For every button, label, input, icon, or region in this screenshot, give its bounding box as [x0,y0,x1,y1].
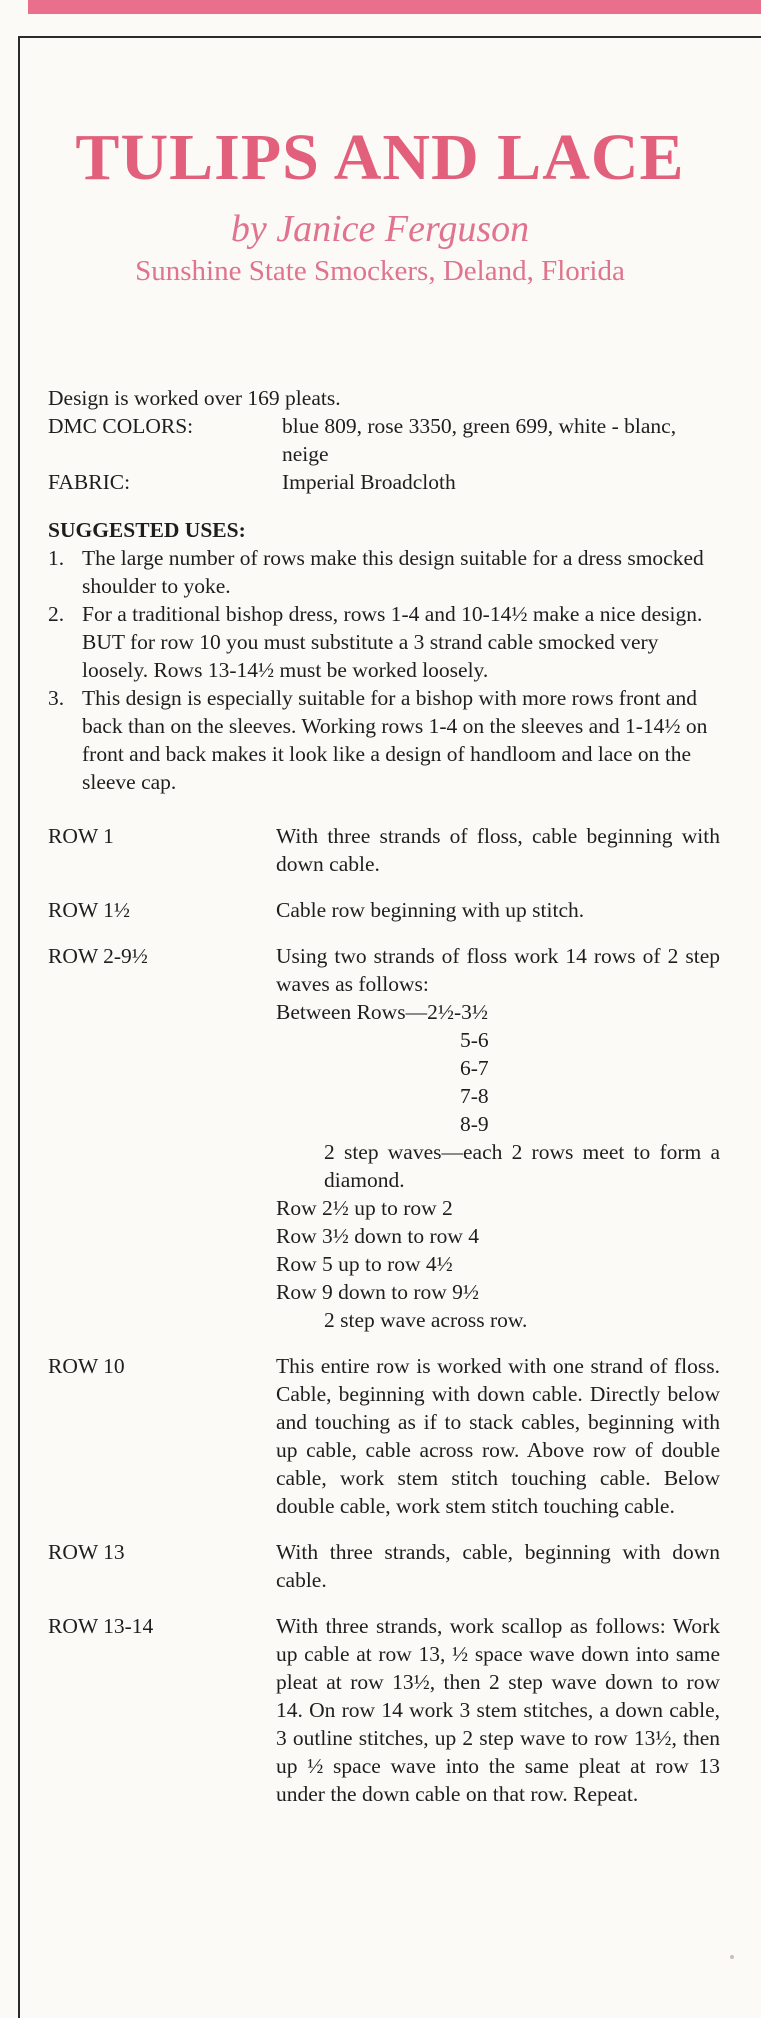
wave-final: 2 step wave across row. [324,1308,528,1332]
intro-text: Design is worked over 169 pleats. [48,386,341,410]
row-text: With three strands of floss, cable beginning with down cable. [276,824,720,876]
header [20,120,740,288]
spec-fabric [48,468,720,496]
item-text: This design is especially suitable for a bishop with more rows front and back than on the sleeves. Working rows 1-4 on the sleeves and 1-14½ on front and back makes it look like a design of handloom and lace on the sleeve cap. [82,686,708,794]
between-rows: Between Rows—2½-3½ [276,1000,488,1024]
move-item: Row 5 up to row 4½ [276,1252,453,1276]
row-label: ROW 10 [48,1354,125,1378]
item-number: 3. [48,686,65,710]
row-text: This entire row is worked with one strand of floss. Cable, beginning with down cable. Directly below and touching as if to stack cables, beginning with up cable, cable across row. Above row of double cable, work stem stitch touching cable. Below double cable, work stem stitch touching cable. [276,1354,720,1518]
item-text: The large number of rows make this design suitable for a dress smocked shoulder to yoke. [82,546,704,598]
spec-value: blue 809, rose 3350, green 699, white - blanc, neige [282,414,677,466]
row-text: With three strands, work scallop as follows: Work up cable at row 13, ½ space wave down into same pleat at row 13½, then 2 step wave down to row 14. On row 14 work 3 stem stitches, a down cable, 3 outline stitches, up 2 step wave to row 13½, then up ½ space wave into the same pleat at row 13 under the down cable on that row. Repeat. [276,1614,720,1806]
uses-heading: SUGGESTED USES: [48,518,246,542]
row-label: ROW 1½ [48,898,131,922]
row-label: ROW 13 [48,1540,125,1564]
row-text: With three strands, cable, beginning with down cable. [276,1540,720,1592]
row-entry [48,942,720,1334]
list-item [48,684,720,796]
list-item [48,600,720,684]
move-item: Row 3½ down to row 4 [276,1224,480,1248]
club-line: Sunshine State Smockers, Deland, Florida [135,255,625,287]
row-entry [48,1352,720,1520]
spec-value: Imperial Broadcloth [282,470,456,494]
range-item: 5-6 [460,1028,489,1052]
move-item: Row 2½ up to row 2 [276,1196,453,1220]
row-text: Cable row beginning with up stitch. [276,898,585,922]
row-entry [48,822,720,878]
row-text [276,942,720,1334]
page-title: TULIPS AND LACE [75,121,685,194]
pattern-body [48,384,720,1826]
row-entry [48,1612,720,1808]
item-number: 2. [48,602,65,626]
paper-speck [730,1955,734,1959]
row-instructions [48,822,720,1808]
wave-note: 2 step waves—each 2 rows meet to form a diamond. [324,1140,720,1192]
range-item: 6-7 [460,1056,489,1080]
list-item [48,544,720,600]
uses-list [48,544,720,796]
row-label: ROW 1 [48,824,114,848]
range-item: 7-8 [460,1084,489,1108]
row-entry [48,1538,720,1594]
spec-colors [48,412,720,468]
row-label: ROW 2-9½ [48,944,148,968]
item-number: 1. [48,546,65,570]
range-item: 8-9 [460,1112,489,1136]
spec-label: FABRIC: [48,470,131,494]
move-item: Row 9 down to row 9½ [276,1280,480,1304]
row-intro: Using two strands of floss work 14 rows of 2 step waves as follows: [276,944,720,996]
row-label: ROW 13-14 [48,1614,154,1638]
spec-label: DMC COLORS: [48,414,194,438]
row-entry [48,896,720,924]
author-line: by Janice Ferguson [230,208,530,250]
item-text: For a traditional bishop dress, rows 1-4 and 10-14½ make a nice design. BUT for row 10 you must substitute a 3 strand cable smocked very loosely. Rows 13-14½ must be worked loosely. [82,602,703,682]
top-color-bar [28,0,761,14]
